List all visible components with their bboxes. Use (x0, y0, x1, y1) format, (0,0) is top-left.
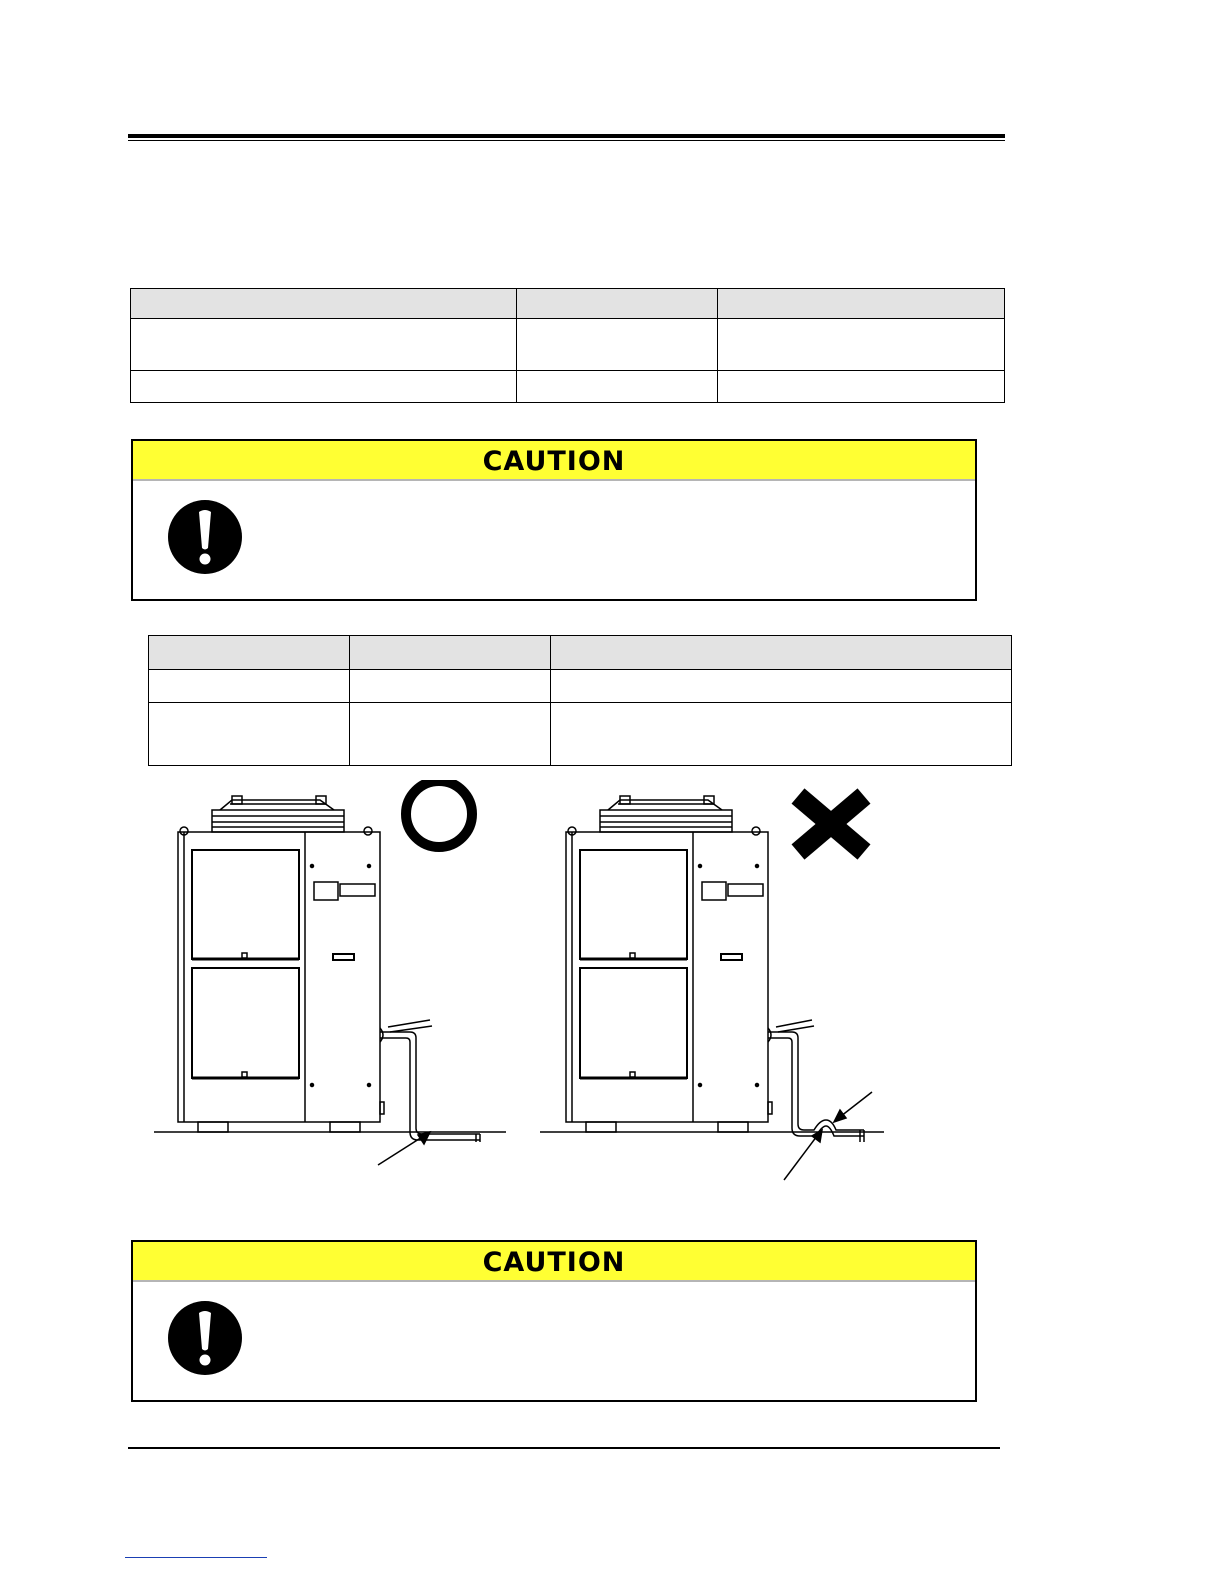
footer-link[interactable] (125, 1557, 267, 1558)
header-rule (128, 134, 1005, 138)
table-cell (551, 670, 1012, 703)
cross-incorrect-icon (798, 796, 864, 852)
water-pipe (380, 1020, 480, 1142)
circle-correct-icon (406, 781, 472, 847)
table-header-cell (149, 636, 350, 670)
table-cell (517, 319, 718, 371)
chiller-unit (566, 827, 772, 1132)
footer-rule (128, 1447, 1000, 1449)
caution-title: CAUTION (482, 1247, 626, 1278)
table-header-cell (551, 636, 1012, 670)
header-rule-thin (128, 140, 1005, 141)
installation-figure-correct (140, 780, 520, 1190)
exclamation-mandatory-icon (166, 1299, 244, 1377)
spec-table-1 (130, 288, 1005, 403)
table-cell (131, 371, 517, 403)
table-header-row (131, 289, 1005, 319)
table-cell (149, 703, 350, 766)
table-cell (350, 703, 551, 766)
water-pipe (768, 1020, 864, 1142)
table-header-cell (131, 289, 517, 319)
table-row (149, 703, 1012, 766)
table-cell (551, 703, 1012, 766)
caution-box-1 (131, 439, 977, 601)
table-header-cell (350, 636, 551, 670)
caution-title: CAUTION (482, 446, 626, 477)
table-cell (718, 371, 1005, 403)
table-cell (718, 319, 1005, 371)
leader-line-lower (784, 1132, 820, 1180)
table-cell (131, 319, 517, 371)
installation-figure-incorrect (528, 780, 908, 1190)
table-row (149, 670, 1012, 703)
table-row (131, 319, 1005, 371)
table-cell (350, 670, 551, 703)
exclamation-mandatory-icon (166, 498, 244, 576)
chiller-unit (178, 827, 384, 1132)
table-header-row (149, 636, 1012, 670)
spec-table-2 (148, 635, 1012, 766)
table-cell (149, 670, 350, 703)
fan-housing (212, 796, 344, 832)
caution-header (133, 1242, 975, 1282)
table-cell (517, 371, 718, 403)
fan-housing (600, 796, 732, 832)
table-header-cell (718, 289, 1005, 319)
table-header-cell (517, 289, 718, 319)
table-row (131, 371, 1005, 403)
caution-header (133, 441, 975, 481)
caution-box-2 (131, 1240, 977, 1402)
